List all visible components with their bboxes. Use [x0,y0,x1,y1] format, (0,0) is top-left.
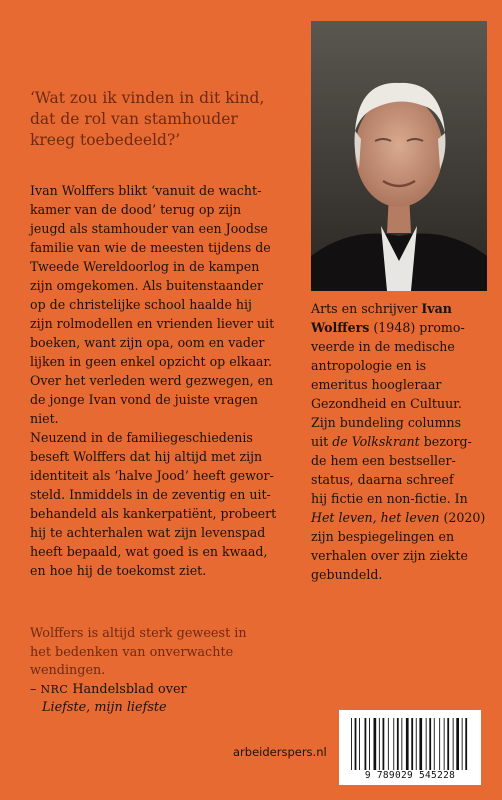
blurb-line: kamer van de dood’ terug op zijn [30,202,242,217]
author-last-name: Wolffers [311,320,370,335]
barcode-bar [456,718,459,770]
barcode-bar [434,718,435,770]
bio-line: zijn bespiegelingen en [311,529,455,544]
publisher-url: arbeiderspers.nl [233,745,327,759]
bio-line [311,508,489,527]
blurb-line: hij te achterhalen wat zijn levenspad [30,525,266,540]
bio-text: bezorg- [419,434,472,449]
barcode-bar [419,718,422,770]
barcode-bar [355,718,357,770]
newspaper-title: de Volkskrant [332,434,420,449]
bio-line: status, daarna schreef [311,472,454,487]
author-bio [311,299,489,584]
bio-line [311,318,489,337]
isbn-barcode [339,710,481,785]
barcode-bar [369,718,370,770]
blurb-line: Over het verleden werd gezwegen, en [30,373,274,388]
barcode-bar [393,718,394,770]
review-over: over [153,681,187,697]
barcode-bar [439,718,440,770]
review-quote-line: het bedenken van onverwachte [30,644,234,660]
blurb-line: beseft Wolffers dat hij altijd met zijn [30,449,263,464]
blurb-line: Tweede Wereldoorlog in de kampen [30,259,260,274]
book-title: Het leven, het leven [311,510,440,525]
barcode-bar [453,718,454,770]
quote-line: ‘Wat zou ik vinden in dit kind, [30,89,265,107]
blurb-line: zijn omgekomen. Als buitenstaander [30,278,264,293]
barcode-bar [383,718,385,770]
barcode-bar [465,718,467,770]
bio-text: (1948) promo- [369,320,465,335]
blurb-line: familie van wie de meesten tijdens de [30,240,271,255]
pull-quote [30,88,270,151]
blurb-line: zijn rolmodellen en vrienden liever uit [30,316,275,331]
blurb-line: lijken in geen enkel opzicht op elkaar. [30,354,273,369]
review-dash: – [30,681,41,697]
barcode-bar [447,718,449,770]
bio-line: de hem een bestseller- [311,453,456,468]
barcode-bar [359,718,360,770]
reviewed-book-title: Liefste, mijn liefste [42,700,167,715]
barcode-bar [406,718,409,770]
barcode-icon [347,718,473,770]
newspaper-name: Handelsblad [68,681,154,697]
barcode-bar [379,718,380,770]
review-source [30,681,285,700]
author-portrait-icon [311,21,487,291]
barcode-bar [426,718,427,770]
isbn-number: 9 789029 545228 [364,770,456,781]
blurb-line: behandeld als kankerpatiënt, probeert [30,506,277,521]
bio-line: antropologie en is [311,358,427,373]
bio-line: hij fictie en non-fictie. In [311,491,468,506]
blurb-line: op de christelijke school haalde hij [30,297,252,312]
newspaper-caps: NRC [40,682,69,696]
bio-line: Gezondheid en Cultuur. [311,396,462,411]
author-first-name: Ivan [421,301,452,316]
barcode-bar [462,718,463,770]
blurb-line: identiteit als ‘halve Jood’ heeft gewor- [30,468,274,483]
review-quote-line: Wolffers is altijd sterk geweest in [30,626,247,641]
barcode-bar [351,718,352,770]
blurb-line: boeken, want zijn opa, oom en vader [30,335,265,350]
barcode-bar [388,718,389,770]
blurb-line: heeft bepaald, wat goed is en kwaad, [30,544,268,559]
bio-line: verhalen over zijn ziekte [311,548,468,563]
barcode-bar [411,718,413,770]
bio-line [311,299,489,318]
bio-line: gebundeld. [311,567,383,582]
blurb-line: jeugd als stamhouder van een Joodse [30,221,268,236]
barcode-bar [444,718,445,770]
blurb-line: niet. [30,411,59,426]
blurb-line: Ivan Wolffers blikt ‘vanuit de wacht- [30,183,262,198]
blurb-line: de jonge Ivan vond de juiste vragen [30,392,259,407]
barcode-bar [416,718,417,770]
review-quote-line: wendingen. [30,663,106,678]
barcode-bar [429,718,431,770]
blurb [30,181,292,580]
bio-text: Arts en schrijver [311,301,422,316]
bio-line [311,432,489,451]
barcode-bar [374,718,377,770]
bio-line: veerde in de medische [311,339,455,354]
blurb-line: Neuzend in de familiegeschiedenis [30,430,253,445]
barcode-bar [397,718,399,770]
blurb-line: steld. Inmiddels in de zeventig en uit- [30,487,271,502]
bio-text: (2020) [439,510,486,525]
bio-line: Zijn bundeling columns [311,415,462,430]
quote-line: kreeg toebedeeld?’ [30,131,181,149]
press-review [30,625,285,718]
blurb-line: en hoe hij de toekomst ziet. [30,563,207,578]
quote-line: dat de rol van stamhouder [30,110,238,128]
barcode-bar [365,718,367,770]
author-portrait-photo [311,21,487,291]
bio-text: uit [311,434,333,449]
barcode-bar [401,718,402,770]
bio-line: emeritus hoogleraar [311,377,442,392]
